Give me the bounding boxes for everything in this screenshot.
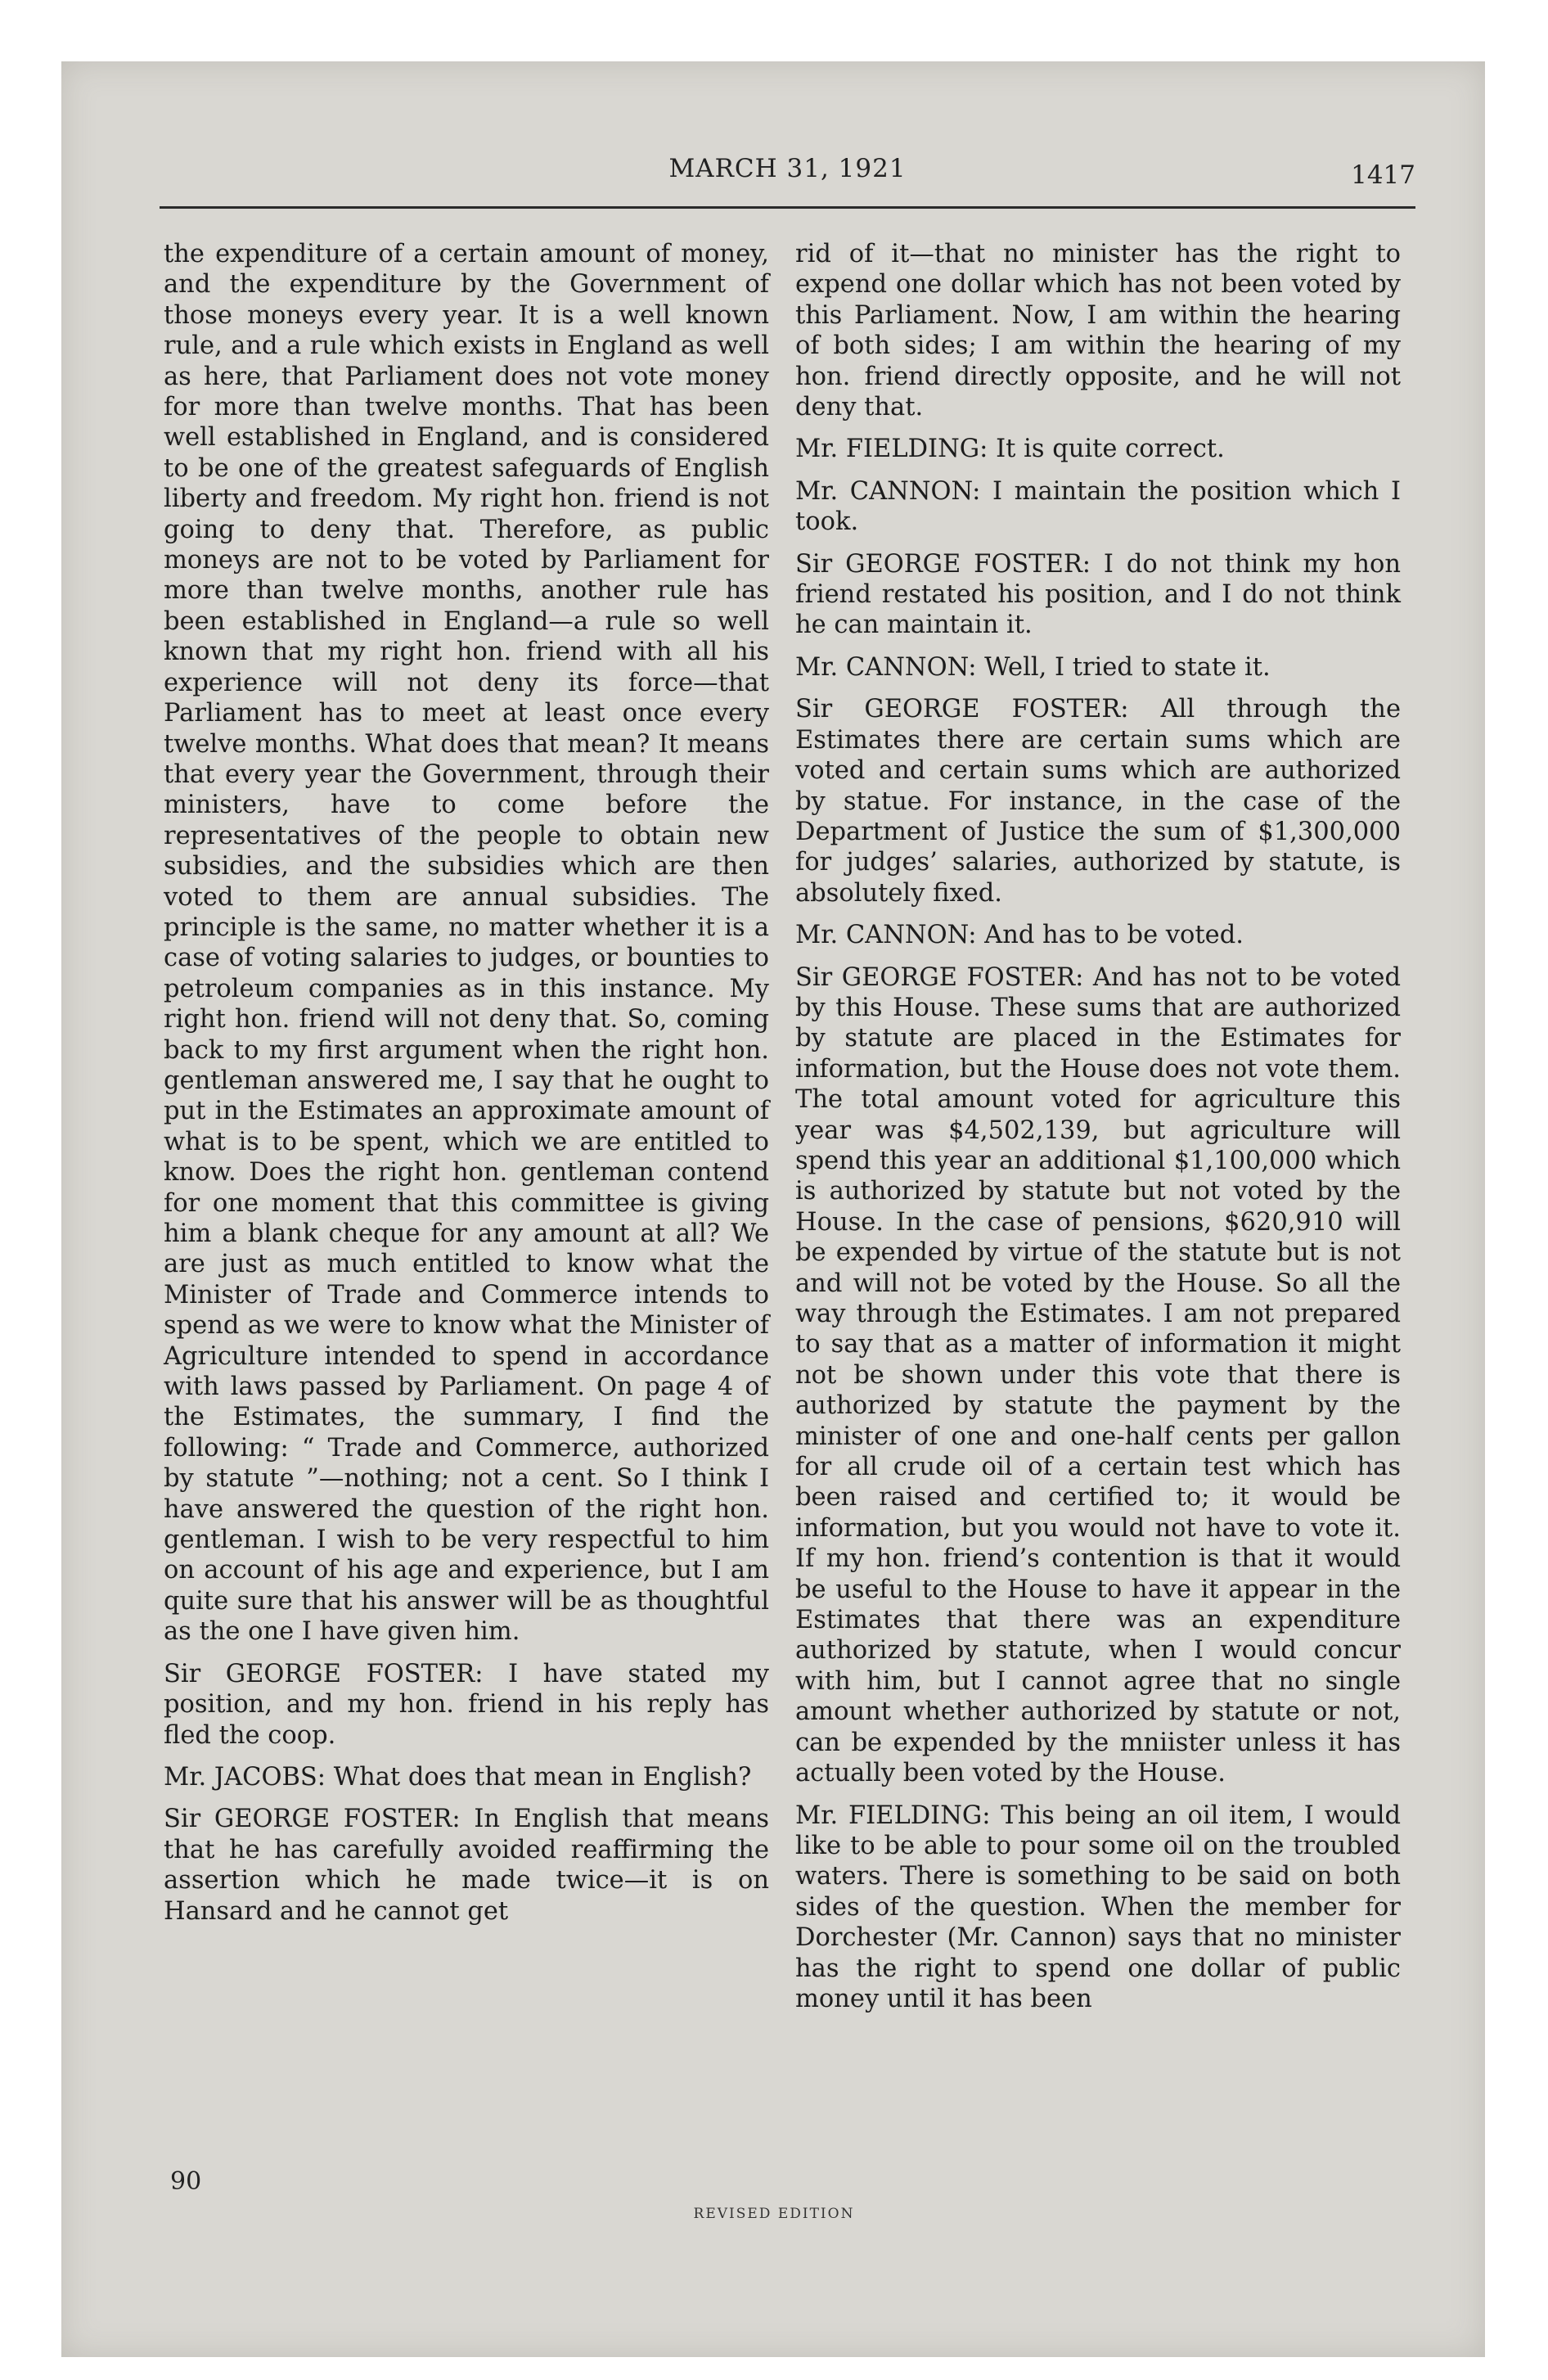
header-date: MARCH 31, 1921 <box>668 154 907 183</box>
paragraph: Mr. FIELDING: This being an oil item, I would like to be able to pour some oil on the troubled waters. There is something to be said on both sides of the question. When the member for Dorchester (Mr. Cannon) says that no minister has the right to spend one dollar of public money until it has been <box>795 1801 1401 2013</box>
paragraph: Sir GEORGE FOSTER: I do not think my hon friend restated his position, and I do not think he can maintain it. <box>795 549 1401 640</box>
footer-edition: REVISED EDITION <box>693 2206 855 2222</box>
paragraph: Sir GEORGE FOSTER: All through the Estimates there are certain sums which are voted and certain sums which are authorized by statue. For instance, in the case of the Department of Justice the sum of $1,300,000 for judges’ salaries, authorized by statute, is absolutely fixed. <box>795 695 1401 908</box>
header-rule <box>160 206 1415 209</box>
paragraph: the expenditure of a certain amount of money, and the expenditure by the Government of those moneys every year. It is a well known rule, and a rule which exists in England as well as here, that Parliament does not vote money for more than twelve months. That has been well established in England, and is considered to be one of the greatest safeguards of English liberty and freedom. My right hon. friend is not going to deny that. Therefore, as public moneys are not to be voted by Parliament for more than twelve months, another rule has been established in England—a rule so well known that my right hon. friend with all his experience will not deny its force—that Parliament has to meet at least once every twelve months. What does that mean? It means that every year the Government, through their ministers, have to come before the representatives of the people to obtain new subsidies, and the subsidies which are then voted to them are annual subsidies. The principle is the same, no matter whether it is a case of voting salaries to judges, or bounties to petroleum companies as in this instance. My right hon. friend will not deny that. So, coming back to my first argument when the right hon. gentleman answered me, I say that he ought to put in the Estimates an approximate amount of what is to be spent, which we are entitled to know. Does the right hon. gentleman contend for one moment that this committee is giving him a blank cheque for any amount at all? We are just as much entitled to know what the Minister of Trade and Commerce intends to spend as we were to know what the Minister of Agriculture intended to spend in accordance with laws passed by Parliament. On page 4 of the Estimates, the summary, I find the following: “ Trade and Commerce, authorized by statute ”—nothing; not a cent. So I think I have answered the question of the right hon. gentleman. I wish to be very respectful to him on account of his age and experience, but I am quite sure that his answer will be as thoughtful as the one I have given him. <box>164 240 769 1647</box>
paragraph: Mr. CANNON: And has to be voted. <box>795 921 1244 950</box>
left-column <box>164 239 769 1938</box>
paragraph: Mr. JACOBS: What does that mean in English? <box>164 1762 752 1792</box>
paragraph: Sir GEORGE FOSTER: I have stated my position, and my hon. friend in his reply has fled the coop. <box>164 1659 769 1750</box>
paragraph: Mr. CANNON: Well, I tried to state it. <box>795 652 1271 682</box>
paragraph: Mr. CANNON: I maintain the position which I took. <box>795 476 1401 537</box>
paragraph: Sir GEORGE FOSTER: In English that means that he has carefully avoided reaffirming the assertion which he made twice—it is on Hansard and he cannot get <box>164 1805 769 1926</box>
right-column <box>795 239 1401 2026</box>
paragraph: Sir GEORGE FOSTER: And has not to be voted by this House. These sums that are authorized by statute are placed in the Estimates for information, but the House does not vote them. The total amount voted for agriculture this year was $4,502,139, but agriculture will spend this year an additional $1,100,000 which is authorized by statute but not voted by the House. In the case of pensions, $620,910 will be expended by virtue of the statute but is not and will not be voted by the House. So all the way through the Estimates. I am not prepared to say that as a matter of information it might not be shown under this vote that there is authorized by statute the payment by the minister of one and one-half cents per gallon for all crude oil of a certain test which has been raised and certified to; it would be information, but you would not have to vote it. If my hon. friend’s contention is that it would be useful to the House to have it appear in the Estimates that there was an expenditure authorized by statute, when I would concur with him, but I cannot agree that no single amount whether authorized by statute or not, can be expended by the mniister unless it has actually been voted by the House. <box>795 962 1401 1788</box>
paragraph: Mr. FIELDING: It is quite correct. <box>795 435 1225 464</box>
page-header <box>160 154 1415 195</box>
page-number: 1417 <box>1351 160 1415 190</box>
paragraph: rid of it—that no minister has the right to expend one dollar which has not been voted by this Parliament. Now, I am within the hearing of both sides; I am within the hearing of my hon. friend directly opposite, and he will not deny that. <box>795 240 1401 422</box>
folio-number: 90 <box>170 2167 202 2196</box>
